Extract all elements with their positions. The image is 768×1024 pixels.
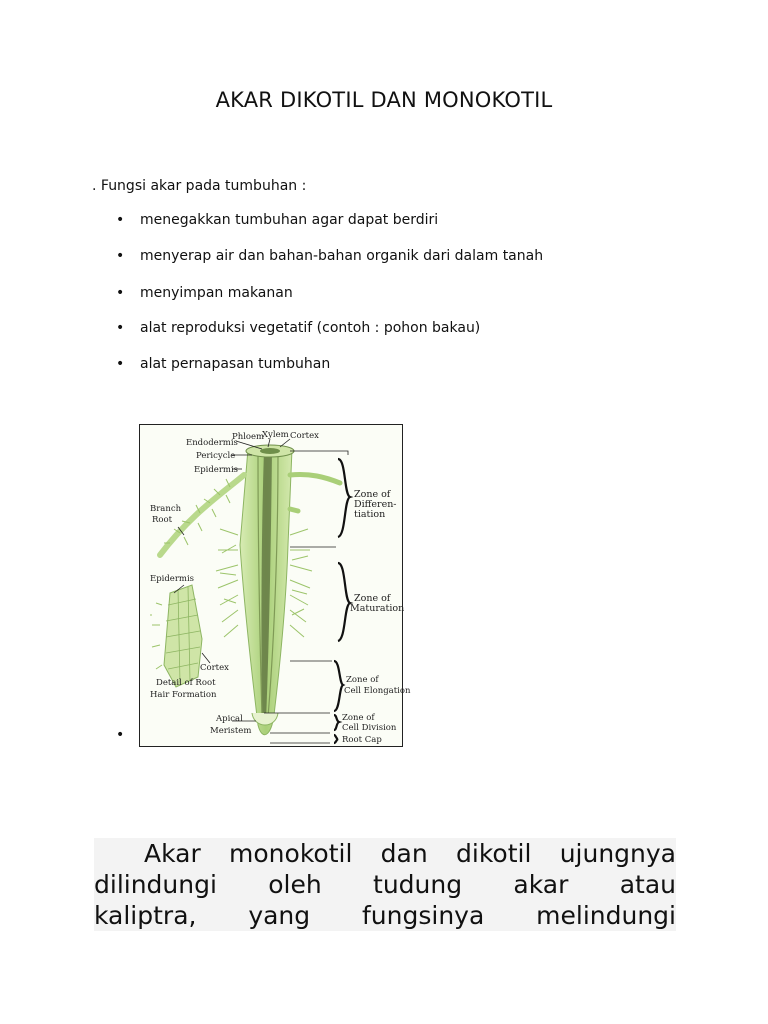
list-item-text: menegakkan tumbuhan agar dapat berdiri — [140, 212, 439, 228]
list-item-text: menyimpan makanan — [140, 285, 293, 301]
list-item-text: alat reproduksi vegetatif (contoh : pohon bakau) — [140, 320, 481, 336]
label-branch-root-2: Root — [152, 515, 173, 525]
label-root-cap: Root Cap — [342, 735, 382, 745]
label-endodermis: Endodermis — [186, 438, 238, 448]
label-xylem: Xylem — [262, 430, 289, 440]
bullet-icon: • — [116, 356, 125, 372]
bullet-icon: • — [116, 285, 125, 301]
label-detail-2: Hair Formation — [150, 690, 217, 700]
label-zone-div-1: Zone of — [342, 713, 375, 723]
label-detail-1: Detail of Root — [156, 678, 216, 688]
label-epidermis-detail: Epidermis — [150, 574, 195, 584]
branch-root — [160, 475, 244, 555]
label-cortex-top: Cortex — [290, 431, 319, 441]
label-zone-mat-1: Zone of — [354, 593, 391, 604]
label-zone-mat-2: Maturation — [350, 603, 405, 614]
paragraph-line: kaliptra, yang fungsinya melindungi — [94, 901, 676, 930]
bullet-icon: • — [116, 248, 125, 264]
label-apical-1: Apical — [216, 714, 243, 724]
body-paragraph — [94, 838, 676, 931]
paragraph-line-text: Akar monokotil dan dikotil ujungnya — [144, 839, 676, 868]
label-apical-2: Meristem — [210, 726, 252, 736]
bullet-icon: • — [116, 212, 125, 228]
label-zone-diff-2: Differen- — [354, 499, 397, 510]
paragraph-line — [94, 838, 676, 869]
bullet-icon: • — [116, 320, 125, 336]
label-zone-diff-3: tiation — [354, 509, 386, 520]
label-branch-root-1: Branch — [150, 504, 182, 514]
root-diagram — [139, 424, 411, 747]
label-epidermis-top: Epidermis — [194, 465, 239, 475]
label-zone-elong-1: Zone of — [346, 675, 379, 685]
intro-text: . Fungsi akar pada tumbuhan : — [92, 178, 307, 194]
bullet-icon: • — [116, 727, 125, 743]
list-item-text: alat pernapasan tumbuhan — [140, 356, 331, 372]
label-zone-div-2: Cell Division — [342, 723, 397, 733]
page-title: AKAR DIKOTIL DAN MONOKOTIL — [215, 88, 553, 112]
paragraph-line: dilindungi oleh tudung akar atau — [94, 870, 676, 899]
label-cortex-detail: Cortex — [200, 663, 229, 673]
label-phloem: Phloem — [232, 432, 265, 442]
label-zone-elong-2: Cell Elongation — [344, 686, 411, 696]
label-pericycle: Pericycle — [196, 451, 236, 461]
root-diagram-svg — [140, 425, 411, 746]
list-item-text: menyerap air dan bahan-bahan organik dari dalam tanah — [140, 248, 544, 264]
label-zone-diff-1: Zone of — [354, 489, 391, 500]
